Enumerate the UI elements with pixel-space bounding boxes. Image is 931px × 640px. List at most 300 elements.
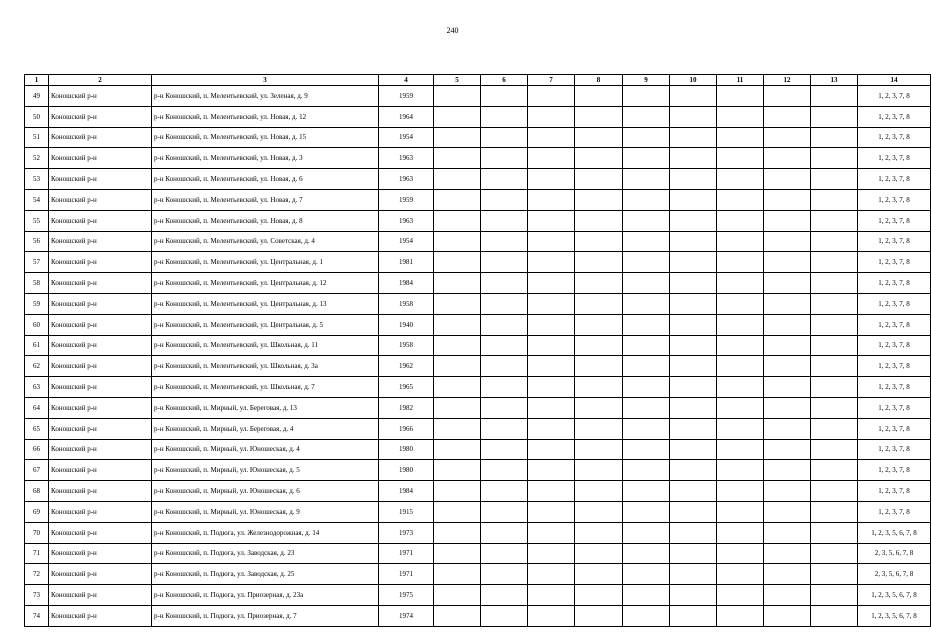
column-header-6: 6: [481, 75, 528, 86]
empty-cell-7: [528, 377, 575, 398]
empty-cell-10: [670, 543, 717, 564]
address-cell: р-н Коношский, п. Подюга, ул. Заводская, д. 25: [152, 564, 379, 585]
year-cell: 1965: [379, 377, 434, 398]
empty-cell-12: [764, 377, 811, 398]
empty-cell-5: [434, 397, 481, 418]
empty-cell-13: [811, 273, 858, 294]
empty-cell-10: [670, 481, 717, 502]
address-cell: р-н Коношский, п. Мелентьевский, ул. Школьная, д. 3а: [152, 356, 379, 377]
empty-cell-12: [764, 189, 811, 210]
year-cell: 1963: [379, 148, 434, 169]
empty-cell-12: [764, 335, 811, 356]
empty-cell-6: [481, 585, 528, 606]
row-number-cell: 71: [25, 543, 49, 564]
empty-cell-8: [575, 501, 623, 522]
empty-cell-12: [764, 481, 811, 502]
empty-cell-13: [811, 564, 858, 585]
district-cell: Коношский р-н: [49, 169, 152, 190]
row-number-cell: 67: [25, 460, 49, 481]
empty-cell-9: [623, 543, 670, 564]
year-cell: 1963: [379, 169, 434, 190]
empty-cell-12: [764, 356, 811, 377]
year-cell: 1940: [379, 314, 434, 335]
criteria-cell: 1, 2, 3, 7, 8: [858, 169, 931, 190]
empty-cell-11: [717, 231, 764, 252]
year-cell: 1981: [379, 252, 434, 273]
district-cell: Коношский р-н: [49, 356, 152, 377]
criteria-cell: 1, 2, 3, 7, 8: [858, 377, 931, 398]
empty-cell-12: [764, 564, 811, 585]
empty-cell-8: [575, 231, 623, 252]
empty-cell-5: [434, 460, 481, 481]
empty-cell-8: [575, 356, 623, 377]
empty-cell-9: [623, 335, 670, 356]
year-cell: 1971: [379, 543, 434, 564]
empty-cell-7: [528, 418, 575, 439]
year-cell: 1964: [379, 106, 434, 127]
column-header-1: 1: [25, 75, 49, 86]
table-row: [25, 585, 931, 606]
criteria-cell: 1, 2, 3, 7, 8: [858, 127, 931, 148]
table-row: [25, 293, 931, 314]
row-number-cell: 57: [25, 252, 49, 273]
address-cell: р-н Коношский, п. Мелентьевский, ул. Новая, д. 6: [152, 169, 379, 190]
empty-cell-12: [764, 543, 811, 564]
row-number-cell: 54: [25, 189, 49, 210]
row-number-cell: 64: [25, 397, 49, 418]
criteria-cell: 1, 2, 3, 7, 8: [858, 86, 931, 107]
empty-cell-8: [575, 418, 623, 439]
empty-cell-6: [481, 314, 528, 335]
empty-cell-10: [670, 127, 717, 148]
empty-cell-13: [811, 335, 858, 356]
empty-cell-13: [811, 106, 858, 127]
district-cell: Коношский р-н: [49, 585, 152, 606]
address-cell: р-н Коношский, п. Мелентьевский, ул. Центральная, д. 12: [152, 273, 379, 294]
address-cell: р-н Коношский, п. Мирный, ул. Юношеская, д. 5: [152, 460, 379, 481]
year-cell: 1982: [379, 397, 434, 418]
empty-cell-7: [528, 397, 575, 418]
district-cell: Коношский р-н: [49, 335, 152, 356]
empty-cell-6: [481, 522, 528, 543]
empty-cell-12: [764, 127, 811, 148]
column-header-2: 2: [49, 75, 152, 86]
empty-cell-8: [575, 86, 623, 107]
empty-cell-5: [434, 605, 481, 626]
empty-cell-12: [764, 148, 811, 169]
empty-cell-7: [528, 86, 575, 107]
empty-cell-10: [670, 314, 717, 335]
empty-cell-11: [717, 460, 764, 481]
housing-register-table: [24, 74, 931, 627]
empty-cell-6: [481, 169, 528, 190]
column-header-10: 10: [670, 75, 717, 86]
empty-cell-13: [811, 418, 858, 439]
empty-cell-13: [811, 86, 858, 107]
empty-cell-11: [717, 210, 764, 231]
empty-cell-5: [434, 273, 481, 294]
table-row: [25, 273, 931, 294]
empty-cell-8: [575, 460, 623, 481]
empty-cell-8: [575, 397, 623, 418]
empty-cell-8: [575, 273, 623, 294]
empty-cell-5: [434, 231, 481, 252]
empty-cell-6: [481, 273, 528, 294]
empty-cell-5: [434, 169, 481, 190]
empty-cell-7: [528, 273, 575, 294]
district-cell: Коношский р-н: [49, 377, 152, 398]
empty-cell-12: [764, 169, 811, 190]
table-row: [25, 169, 931, 190]
column-header-8: 8: [575, 75, 623, 86]
empty-cell-12: [764, 585, 811, 606]
page-number: 240: [446, 26, 459, 35]
address-cell: р-н Коношский, п. Мирный, ул. Юношеская, д. 4: [152, 439, 379, 460]
row-number-cell: 74: [25, 605, 49, 626]
address-cell: р-н Коношский, п. Мирный, ул. Береговая, д. 13: [152, 397, 379, 418]
empty-cell-7: [528, 148, 575, 169]
row-number-cell: 53: [25, 169, 49, 190]
district-cell: Коношский р-н: [49, 439, 152, 460]
criteria-cell: 1, 2, 3, 5, 6, 7, 8: [858, 585, 931, 606]
criteria-cell: 2, 3, 5, 6, 7, 8: [858, 564, 931, 585]
empty-cell-12: [764, 418, 811, 439]
address-cell: р-н Коношский, п. Мелентьевский, ул. Новая, д. 8: [152, 210, 379, 231]
district-cell: Коношский р-н: [49, 564, 152, 585]
empty-cell-11: [717, 273, 764, 294]
table-row: [25, 86, 931, 107]
empty-cell-10: [670, 252, 717, 273]
empty-cell-11: [717, 585, 764, 606]
empty-cell-13: [811, 605, 858, 626]
criteria-cell: 1, 2, 3, 7, 8: [858, 231, 931, 252]
empty-cell-12: [764, 86, 811, 107]
address-cell: р-н Коношский, п. Мелентьевский, ул. Зеленая, д. 9: [152, 86, 379, 107]
district-cell: Коношский р-н: [49, 189, 152, 210]
district-cell: Коношский р-н: [49, 273, 152, 294]
empty-cell-13: [811, 252, 858, 273]
empty-cell-7: [528, 460, 575, 481]
empty-cell-8: [575, 439, 623, 460]
row-number-cell: 72: [25, 564, 49, 585]
empty-cell-10: [670, 86, 717, 107]
empty-cell-8: [575, 252, 623, 273]
row-number-cell: 50: [25, 106, 49, 127]
empty-cell-9: [623, 418, 670, 439]
empty-cell-6: [481, 564, 528, 585]
empty-cell-9: [623, 356, 670, 377]
empty-cell-11: [717, 418, 764, 439]
empty-cell-5: [434, 106, 481, 127]
empty-cell-8: [575, 335, 623, 356]
empty-cell-6: [481, 148, 528, 169]
empty-cell-9: [623, 231, 670, 252]
empty-cell-12: [764, 106, 811, 127]
empty-cell-12: [764, 210, 811, 231]
empty-cell-10: [670, 522, 717, 543]
row-number-cell: 55: [25, 210, 49, 231]
empty-cell-11: [717, 605, 764, 626]
empty-cell-7: [528, 106, 575, 127]
address-cell: р-н Коношский, п. Подюга, ул. Приозерная, д. 23а: [152, 585, 379, 606]
empty-cell-6: [481, 439, 528, 460]
table-row: [25, 460, 931, 481]
address-cell: р-н Коношский, п. Мелентьевский, ул. Новая, д. 3: [152, 148, 379, 169]
table-row: [25, 418, 931, 439]
empty-cell-10: [670, 106, 717, 127]
empty-cell-12: [764, 252, 811, 273]
criteria-cell: 1, 2, 3, 7, 8: [858, 189, 931, 210]
table-row: [25, 605, 931, 626]
empty-cell-10: [670, 439, 717, 460]
empty-cell-5: [434, 564, 481, 585]
empty-cell-5: [434, 252, 481, 273]
empty-cell-9: [623, 169, 670, 190]
empty-cell-12: [764, 293, 811, 314]
empty-cell-10: [670, 189, 717, 210]
year-cell: 1966: [379, 418, 434, 439]
empty-cell-11: [717, 377, 764, 398]
empty-cell-9: [623, 397, 670, 418]
empty-cell-11: [717, 501, 764, 522]
empty-cell-11: [717, 397, 764, 418]
table-row: [25, 564, 931, 585]
row-number-cell: 70: [25, 522, 49, 543]
empty-cell-5: [434, 335, 481, 356]
column-header-11: 11: [717, 75, 764, 86]
criteria-cell: 1, 2, 3, 7, 8: [858, 481, 931, 502]
empty-cell-13: [811, 314, 858, 335]
empty-cell-13: [811, 439, 858, 460]
empty-cell-7: [528, 522, 575, 543]
criteria-cell: 1, 2, 3, 7, 8: [858, 397, 931, 418]
table-row: [25, 189, 931, 210]
empty-cell-6: [481, 293, 528, 314]
address-cell: р-н Коношский, п. Мирный, ул. Юношеская, д. 6: [152, 481, 379, 502]
criteria-cell: 1, 2, 3, 7, 8: [858, 148, 931, 169]
empty-cell-11: [717, 481, 764, 502]
district-cell: Коношский р-н: [49, 86, 152, 107]
empty-cell-7: [528, 585, 575, 606]
row-number-cell: 56: [25, 231, 49, 252]
year-cell: 1915: [379, 501, 434, 522]
empty-cell-12: [764, 397, 811, 418]
criteria-cell: 1, 2, 3, 7, 8: [858, 314, 931, 335]
table-row: [25, 314, 931, 335]
empty-cell-8: [575, 377, 623, 398]
empty-cell-5: [434, 148, 481, 169]
empty-cell-7: [528, 210, 575, 231]
criteria-cell: 1, 2, 3, 7, 8: [858, 501, 931, 522]
empty-cell-8: [575, 148, 623, 169]
empty-cell-10: [670, 273, 717, 294]
district-cell: Коношский р-н: [49, 210, 152, 231]
district-cell: Коношский р-н: [49, 231, 152, 252]
criteria-cell: 2, 3, 5, 6, 7, 8: [858, 543, 931, 564]
table-row: [25, 210, 931, 231]
empty-cell-9: [623, 293, 670, 314]
empty-cell-10: [670, 501, 717, 522]
address-cell: р-н Коношский, п. Мелентьевский, ул. Центральная, д. 13: [152, 293, 379, 314]
empty-cell-5: [434, 127, 481, 148]
empty-cell-10: [670, 293, 717, 314]
empty-cell-13: [811, 397, 858, 418]
empty-cell-6: [481, 501, 528, 522]
empty-cell-13: [811, 169, 858, 190]
table-row: [25, 335, 931, 356]
address-cell: р-н Коношский, п. Мелентьевский, ул. Школьная, д. 11: [152, 335, 379, 356]
empty-cell-9: [623, 314, 670, 335]
empty-cell-13: [811, 127, 858, 148]
empty-cell-10: [670, 231, 717, 252]
empty-cell-5: [434, 210, 481, 231]
criteria-cell: 1, 2, 3, 7, 8: [858, 460, 931, 481]
empty-cell-6: [481, 543, 528, 564]
empty-cell-9: [623, 210, 670, 231]
empty-cell-11: [717, 106, 764, 127]
year-cell: 1973: [379, 522, 434, 543]
table-row: [25, 127, 931, 148]
empty-cell-13: [811, 522, 858, 543]
empty-cell-13: [811, 543, 858, 564]
empty-cell-8: [575, 293, 623, 314]
criteria-cell: 1, 2, 3, 7, 8: [858, 252, 931, 273]
year-cell: 1975: [379, 585, 434, 606]
empty-cell-8: [575, 106, 623, 127]
empty-cell-9: [623, 605, 670, 626]
column-header-3: 3: [152, 75, 379, 86]
year-cell: 1984: [379, 481, 434, 502]
empty-cell-8: [575, 585, 623, 606]
empty-cell-7: [528, 189, 575, 210]
empty-cell-9: [623, 148, 670, 169]
empty-cell-12: [764, 501, 811, 522]
row-number-cell: 59: [25, 293, 49, 314]
empty-cell-10: [670, 377, 717, 398]
year-cell: 1962: [379, 356, 434, 377]
empty-cell-5: [434, 522, 481, 543]
empty-cell-10: [670, 605, 717, 626]
empty-cell-6: [481, 481, 528, 502]
empty-cell-12: [764, 231, 811, 252]
district-cell: Коношский р-н: [49, 522, 152, 543]
table-header-row: [25, 75, 931, 86]
empty-cell-5: [434, 356, 481, 377]
empty-cell-7: [528, 231, 575, 252]
empty-cell-13: [811, 481, 858, 502]
district-cell: Коношский р-н: [49, 460, 152, 481]
empty-cell-5: [434, 189, 481, 210]
address-cell: р-н Коношский, п. Мелентьевский, ул. Новая, д. 12: [152, 106, 379, 127]
empty-cell-5: [434, 314, 481, 335]
empty-cell-10: [670, 148, 717, 169]
empty-cell-10: [670, 397, 717, 418]
table-row: [25, 439, 931, 460]
empty-cell-9: [623, 106, 670, 127]
empty-cell-8: [575, 522, 623, 543]
table-row: [25, 522, 931, 543]
empty-cell-9: [623, 460, 670, 481]
table-row: [25, 252, 931, 273]
empty-cell-9: [623, 564, 670, 585]
empty-cell-12: [764, 439, 811, 460]
column-header-14: 14: [858, 75, 931, 86]
empty-cell-7: [528, 127, 575, 148]
year-cell: 1980: [379, 460, 434, 481]
table-row: [25, 106, 931, 127]
address-cell: р-н Коношский, п. Мелентьевский, ул. Центральная, д. 1: [152, 252, 379, 273]
empty-cell-11: [717, 335, 764, 356]
empty-cell-7: [528, 314, 575, 335]
empty-cell-11: [717, 148, 764, 169]
year-cell: 1984: [379, 273, 434, 294]
criteria-cell: 1, 2, 3, 7, 8: [858, 210, 931, 231]
criteria-cell: 1, 2, 3, 5, 6, 7, 8: [858, 522, 931, 543]
empty-cell-11: [717, 169, 764, 190]
empty-cell-9: [623, 273, 670, 294]
table-row: [25, 543, 931, 564]
empty-cell-8: [575, 314, 623, 335]
empty-cell-5: [434, 585, 481, 606]
empty-cell-10: [670, 418, 717, 439]
empty-cell-8: [575, 210, 623, 231]
criteria-cell: 1, 2, 3, 5, 6, 7, 8: [858, 605, 931, 626]
address-cell: р-н Коношский, п. Подюга, ул. Приозерная, д. 7: [152, 605, 379, 626]
empty-cell-13: [811, 377, 858, 398]
column-header-12: 12: [764, 75, 811, 86]
district-cell: Коношский р-н: [49, 106, 152, 127]
table-row: [25, 377, 931, 398]
empty-cell-7: [528, 252, 575, 273]
criteria-cell: 1, 2, 3, 7, 8: [858, 356, 931, 377]
empty-cell-9: [623, 481, 670, 502]
empty-cell-11: [717, 252, 764, 273]
empty-cell-8: [575, 169, 623, 190]
row-number-cell: 49: [25, 86, 49, 107]
empty-cell-5: [434, 293, 481, 314]
empty-cell-11: [717, 127, 764, 148]
empty-cell-11: [717, 86, 764, 107]
row-number-cell: 65: [25, 418, 49, 439]
column-header-4: 4: [379, 75, 434, 86]
address-cell: р-н Коношский, п. Мелентьевский, ул. Центральная, д. 5: [152, 314, 379, 335]
empty-cell-11: [717, 293, 764, 314]
empty-cell-10: [670, 169, 717, 190]
empty-cell-9: [623, 501, 670, 522]
table-row: [25, 397, 931, 418]
empty-cell-11: [717, 439, 764, 460]
empty-cell-10: [670, 356, 717, 377]
district-cell: Коношский р-н: [49, 501, 152, 522]
row-number-cell: 66: [25, 439, 49, 460]
empty-cell-7: [528, 439, 575, 460]
empty-cell-8: [575, 189, 623, 210]
empty-cell-13: [811, 210, 858, 231]
year-cell: 1954: [379, 127, 434, 148]
column-header-5: 5: [434, 75, 481, 86]
empty-cell-9: [623, 439, 670, 460]
empty-cell-5: [434, 481, 481, 502]
empty-cell-13: [811, 460, 858, 481]
empty-cell-11: [717, 189, 764, 210]
empty-cell-13: [811, 585, 858, 606]
address-cell: р-н Коношский, п. Мелентьевский, ул. Новая, д. 7: [152, 189, 379, 210]
empty-cell-5: [434, 418, 481, 439]
empty-cell-5: [434, 377, 481, 398]
empty-cell-6: [481, 252, 528, 273]
empty-cell-6: [481, 189, 528, 210]
empty-cell-7: [528, 543, 575, 564]
